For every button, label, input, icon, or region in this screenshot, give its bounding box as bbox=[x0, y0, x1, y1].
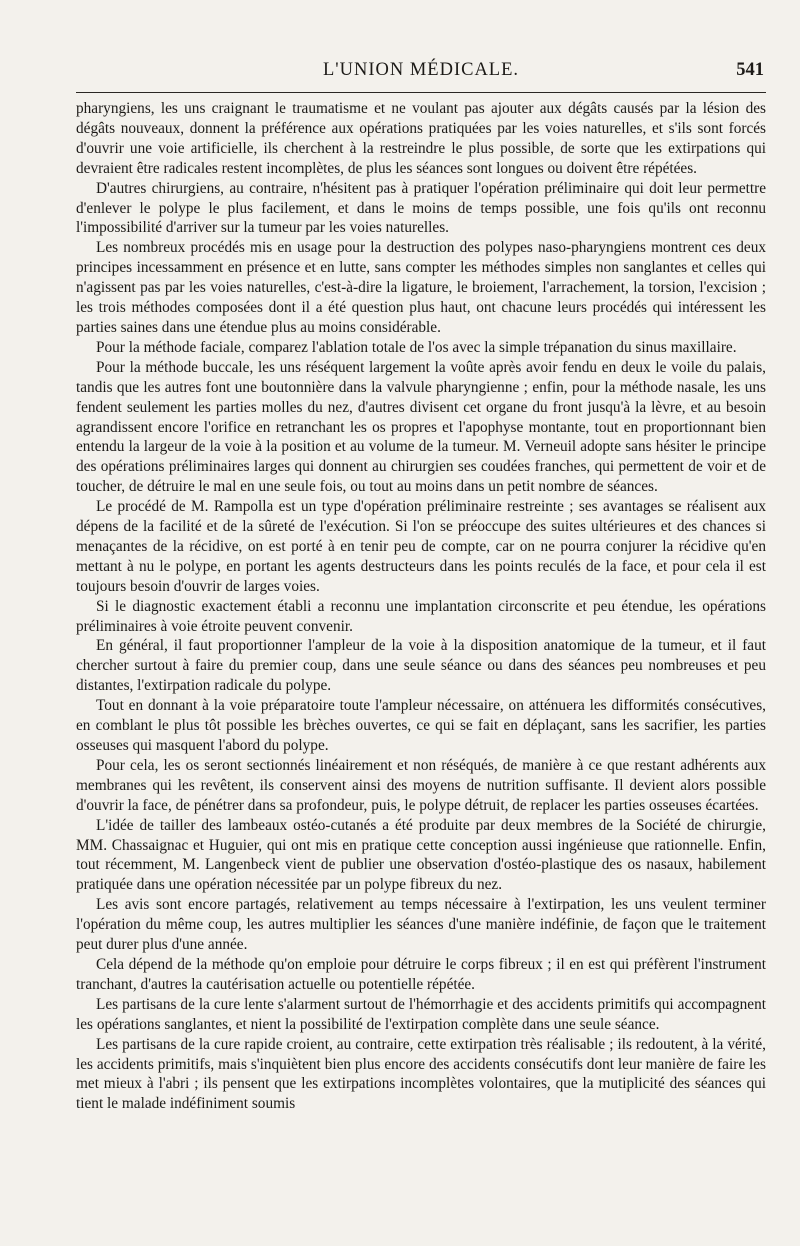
header-rule bbox=[76, 92, 766, 93]
page-number: 541 bbox=[736, 60, 764, 80]
paragraph: Pour la méthode faciale, comparez l'ablation totale de l'os avec la simple trépanation du sinus maxillaire. bbox=[96, 338, 737, 356]
body-text bbox=[76, 99, 766, 1114]
paragraph: En général, il faut proportionner l'ampleur de la voie à la disposition anatomique de la tumeur, et il faut chercher surtout à faire du premier coup, dans une seule séance ou dans des séances peu nombreuses et peu distantes, l'extirpation radicale du polype. bbox=[76, 637, 766, 695]
paragraph: Pour la méthode buccale, les uns réséquent largement la voûte après avoir fendu en deux le voile du palais, tandis que les autres font une boutonnière dans la valvule pharyngienne ; enfin, pour la méthode nasale, les uns fendent seulement les parties molles du nez, d'autres divisent cet organe du front jusqu'à la lèvre, et au besoin agrandissent encore l'orifice en retranchant les os propres et l'apophyse montante, tout en proportionnant bien entendu la largeur de la voie à la position et au volume de la tumeur. M. Verneuil adopte sans hésiter le principe des opérations préliminaires larges qui donnent au chirurgien ses coudées franches, qui permettent de voir et de toucher, de détruire le mal en une seule fois, ou tout au moins dans un petit nombre de séances. bbox=[76, 358, 766, 496]
paragraph: Tout en donnant à la voie préparatoire toute l'ampleur nécessaire, on atténuera les difformités consécutives, en comblant le plus tôt possible les brèches ouvertes, ce qui se fait en déplaçant, sans les sacrifier, les parties osseuses qui masquent l'abord du polype. bbox=[76, 697, 766, 754]
paragraph: pharyngiens, les uns craignant le traumatisme et ne voulant pas ajouter aux dégâts causés par la lésion des dégâts nouveaux, donnent la préférence aux opérations pratiquées par les voies naturelles, et s'ils sont forcés d'ouvrir une voie artificielle, ils cherchent à la restreindre le plus possible, de sorte que les extirpations qui devraient être radicales restent incomplètes, de plus les séances sont longues ou doivent être répétées. bbox=[76, 100, 766, 177]
paragraph: Le procédé de M. Rampolla est un type d'opération préliminaire restreinte ; ses avantages se réalisent aux dépens de la facilité et de la sûreté de l'exécution. Si l'on se préoccupe des suites ultérieures et des chances si menaçantes de la récidive, on est porté à en tenir peu de compte, car on ne pourra conjurer la récidive qu'en mettant à nu le polype, en portant les agents destructeurs dans les points reculés de la face, et pour cela il est toujours besoin d'ouvrir de larges voies. bbox=[76, 498, 766, 595]
paragraph: Les avis sont encore partagés, relativement au temps nécessaire à l'extirpation, les uns veulent terminer l'opération du même coup, les autres multiplier les séances d'une manière indéfinie, de façon que le traitement peut durer plus d'une année. bbox=[76, 896, 766, 954]
paragraph: Cela dépend de la méthode qu'on emploie pour détruire le corps fibreux ; il en est qui préfèrent l'instrument tranchant, d'autres la cautérisation actuelle ou potentielle répétée. bbox=[76, 955, 766, 993]
paragraph: Les partisans de la cure rapide croient, au contraire, cette extirpation très réalisable ; ils redoutent, à la vérité, les accidents primitifs, mais s'inquiètent bien plus encore des accidents consécutifs dont leur manière de faire les met mieux à l'abri ; ils pensent que les extirpations incomplètes volontaires, que la mutiplicité des séances qui tient le malade indéfiniment soumis bbox=[76, 1035, 766, 1113]
paragraph: L'idée de tailler des lambeaux ostéo-cutanés a été produite par deux membres de la Société de chirurgie, MM. Chassaignac et Huguier, qui ont mis en pratique cette conception aussi ingénieuse que rationnelle. Enfin, tout récemment, M. Langenbeck vient de publier une observation d'ostéo-plastique des os nasaux, habilement pratiquée dans une opération nécessitée par un polype fibreux du nez. bbox=[76, 816, 766, 894]
running-title: L'UNION MÉDICALE. bbox=[322, 60, 520, 80]
paragraph: Les nombreux procédés mis en usage pour la destruction des polypes naso-pharyngiens montrent ces deux principes incessamment en présence et en lutte, sans compter les méthodes simples non sanglantes et celles qui n'agissent pas par les voies naturelles, c'est-à-dire la ligature, le broiement, l'arrachement, la torsion, l'excision ; les trois méthodes composées dont il a été question plus haut, ont chacune leurs procédés qui intéressent les parties saines dans une étendue plus au moins considérable. bbox=[76, 239, 766, 336]
paragraph: Si le diagnostic exactement établi a reconnu une implantation circonscrite et peu étendue, les opérations préliminaires à voie étroite peuvent convenir. bbox=[76, 597, 766, 635]
paragraph: Pour cela, les os seront sectionnés linéairement et non réséqués, de manière à ce que restant adhérents aux membranes qui les revêtent, ils conservent ainsi des moyens de nutrition suffisante. Il devient alors possible d'ouvrir la face, de pénétrer dans sa profondeur, puis, le polype détruit, de replacer les parties osseuses écartées. bbox=[76, 756, 766, 814]
paragraph: Les partisans de la cure lente s'alarment surtout de l'hémorrhagie et des accidents primitifs qui accompagnent les opérations sanglantes, et nient la possibilité de l'extirpation complète dans une seule séance. bbox=[76, 995, 766, 1033]
paragraph: D'autres chirurgiens, au contraire, n'hésitent pas à pratiquer l'opération préliminaire qui doit leur permettre d'enlever le polype le plus facilement, et dans le moins de temps possible, une fois qu'ils ont reconnu l'impossibilité d'arriver sur la tumeur par les voies naturelles. bbox=[76, 179, 766, 237]
page-header bbox=[76, 58, 766, 92]
